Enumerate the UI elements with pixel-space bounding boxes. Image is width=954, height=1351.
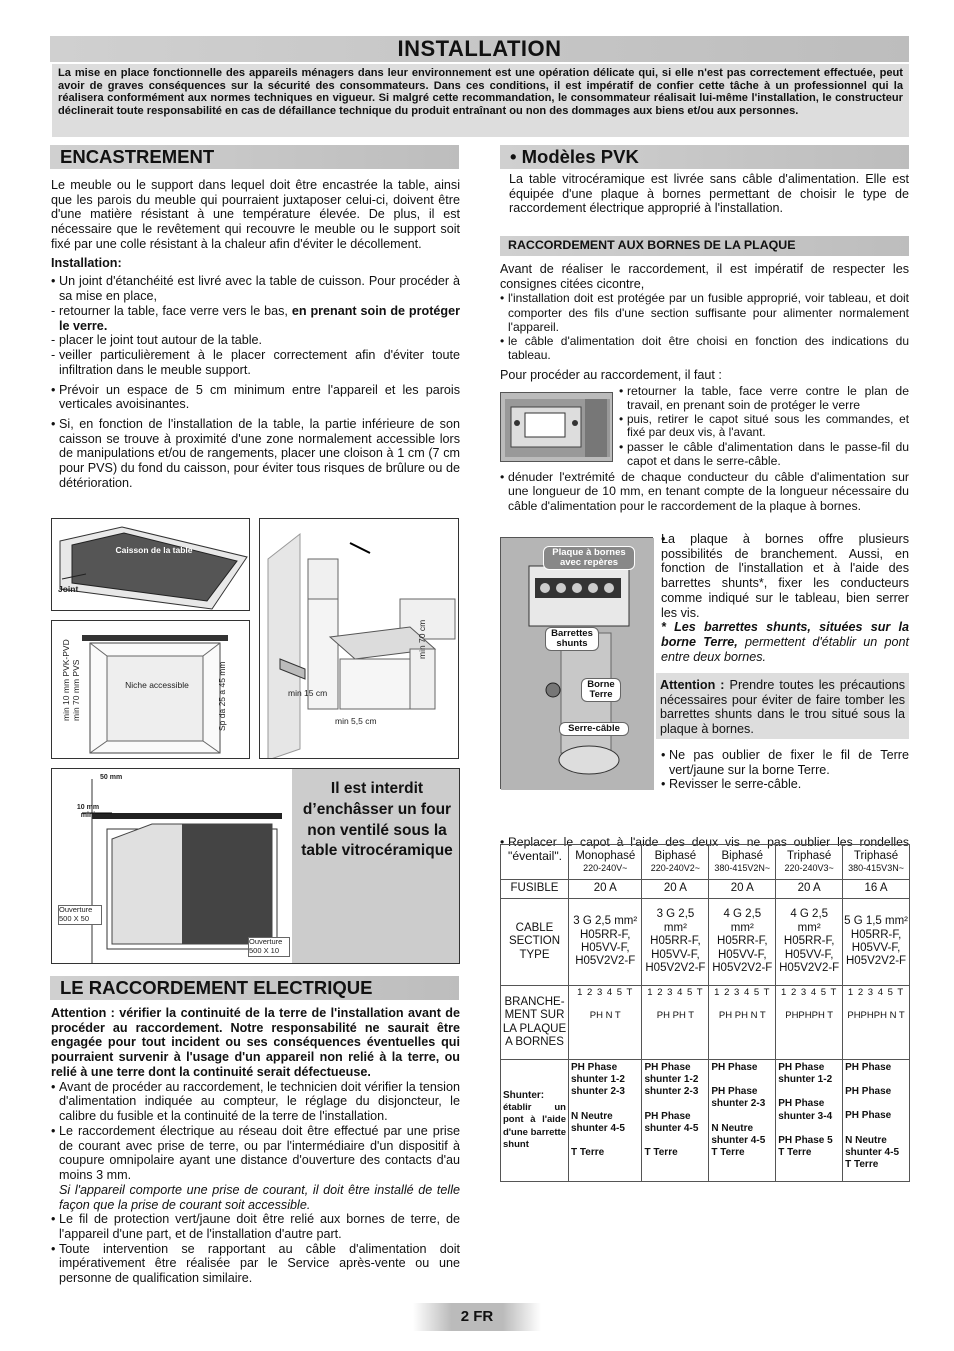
- figure-oven-warning: [51, 768, 460, 964]
- col-header-0: [569, 845, 642, 880]
- pvk-steps-b: [619, 384, 909, 469]
- legend-4-2: PH Phase: [845, 1086, 892, 1098]
- pvk-s5-text: La plaque à bornes offre plusieurs possibilités de branchement. Aussi, en fonction de l'installation et à l'aide des barrettes shunts*, fixer les conducteurs comme indiqué sur le tableau, bien serrer les vis.: [661, 532, 909, 620]
- raccordement-attention: Attention : vérifier la continuité de la terre de l'installation avant de procéder au raccordement. Notre responsabilité ne saurait être engagée pour tout incident ou ses conséquences éventuelles qui pourraient survenir à l'usage d'un appareil non relié à la terre, ou relié à une terre dont la continuité serait défectueuse.: [51, 1006, 460, 1079]
- row-label-fusible: FUSIBLE: [501, 880, 569, 899]
- pvk-steps-a: [500, 262, 909, 382]
- legend-3-0: PH Phase: [778, 1062, 825, 1073]
- capot-drawing: [501, 393, 614, 463]
- legend-2-2: PH Phase: [711, 1086, 758, 1098]
- legend-1-2: shunter 2-3: [644, 1086, 699, 1098]
- legend-3: [776, 1060, 843, 1182]
- pvk-s8: • Replacer le capot à l'aide des deux vis ne pas oublier les rondelles "éventail".: [500, 835, 909, 864]
- legend-0-5: shunter 4-5: [571, 1122, 625, 1134]
- bullet-joint: • Un joint d'étanchéité est livré avec la table de cuisson. Pour procéder à sa mise en place,: [51, 274, 460, 303]
- legend-0-1: shunter 1-2: [571, 1074, 625, 1086]
- dash-retourner-text: retourner la table, face verre vers le bas,: [59, 303, 288, 318]
- table-row-fusible: [501, 880, 910, 899]
- pvk-note-bold: * Les barrettes shunts, situées sur la borne Terre,: [661, 620, 909, 650]
- legend-1-5: shunter 4-5: [644, 1122, 699, 1134]
- table-corner: [501, 845, 569, 880]
- legend-2-6: shunter 4-5: [711, 1134, 766, 1146]
- terminals-2: 1 2 3 4 5 T: [714, 987, 771, 998]
- raccordement-b4: • Toute intervention se rapportant au câble d'alimentation doit impérativement être réalisée par le Service après-vente ou une personne de qualification similaire.: [51, 1242, 460, 1286]
- min70-label: min 70 cm: [417, 619, 427, 659]
- raccordement-heading: LE RACCORDEMENT ELECTRIQUE: [50, 976, 459, 1000]
- terminals-4: 1 2 3 4 5 T: [847, 987, 905, 998]
- oven-warning-text: Il est interdit d’enchâsser un four non ventilé sous la table vitrocéramique: [301, 780, 453, 860]
- dash-retourner-bold: en prenant soin de protéger le verre.: [59, 303, 460, 333]
- legend-3-6: PH Phase 5: [778, 1134, 833, 1146]
- pvk-heading: • Modèles PVK: [500, 145, 909, 169]
- bornes-subheading: RACCORDEMENT AUX BORNES DE LA PLAQUE: [500, 236, 909, 256]
- raccordement-b3: • Le fil de protection vert/jaune doit être relié aux bornes de terre, de l'appareil d'une part, et de l'installation d'autre part.: [51, 1212, 460, 1241]
- shunter-desc: établir un pont à l'aide d'une barrette shunt: [503, 1102, 566, 1150]
- encastrement-heading: ENCASTREMENT: [50, 145, 459, 169]
- legend-4-4: PH Phase: [845, 1110, 892, 1122]
- wiring-1: [642, 986, 709, 1060]
- legend-1: [642, 1060, 709, 1182]
- mm10-label: 10 mm mini: [76, 804, 100, 820]
- page-title: INSTALLATION: [50, 36, 909, 62]
- page-number: 2 FR: [413, 1303, 541, 1331]
- figure-caisson: [51, 518, 250, 611]
- pvk-p2: Pour procéder au raccordement, il faut :: [500, 367, 722, 382]
- cable-2: 4 G 2,5 mm² H05RR-F, H05VV-F, H05V2V2-F: [709, 899, 776, 986]
- sp-label: Sp da 25 a 45 mm: [217, 661, 227, 731]
- cable-1: 3 G 2,5 mm² H05RR-F, H05VV-F, H05V2V2-F: [642, 899, 709, 986]
- fuse-3: 20 A: [776, 880, 843, 899]
- legend-1-0: PH Phase: [644, 1062, 691, 1073]
- col-name-0: Monophasé: [575, 850, 636, 863]
- photo-plaque: [500, 537, 653, 789]
- min15-label: min 15 cm: [288, 688, 328, 698]
- figure-niche: [51, 620, 250, 759]
- pvk-note-italic: permettent d'établir un pont entre deux bornes.: [661, 635, 909, 664]
- oven-drawing-area: [52, 769, 292, 964]
- cable-4: 5 G 1,5 mm² H05RR-F, H05VV-F, H05V2V2-F: [843, 899, 910, 986]
- legend-2-7: T Terre: [711, 1147, 745, 1159]
- pvk-steps-d: [661, 748, 909, 792]
- pvk-p1: Avant de réaliser le raccordement, il est impératif de respecter les consignes citées cicontre,: [500, 262, 909, 291]
- pvk-s7: • Revisser le serre-câble.: [661, 777, 909, 792]
- fuse-4: 16 A: [843, 880, 910, 899]
- mm50-label: 50 mm: [100, 774, 123, 781]
- row-label-branchement: BRANCHE-MENT SUR LA PLAQUE A BORNES: [501, 986, 569, 1060]
- wiring-2: [709, 986, 776, 1060]
- ouverture-2-label: Ouverture 500 X 10: [248, 937, 290, 957]
- raccordement-b2-italic: Si l'appareil comporte une prise de courant, il doit être installé de telle façon que la prise de courant soit accessible.: [59, 1182, 460, 1212]
- legend-4-1: [845, 1074, 907, 1086]
- serre-cable-label: Serre-câble: [559, 722, 629, 736]
- legend-2-3: shunter 2-3: [711, 1098, 766, 1110]
- legend-1-1: shunter 1-2: [644, 1074, 699, 1086]
- pvk-steps-c: [661, 532, 909, 665]
- wiring-text-4: PHPHPH N T: [847, 1010, 905, 1022]
- col-volt-4: 380-415V3N~: [848, 863, 904, 874]
- legend-2: [709, 1060, 776, 1182]
- legend-3-5: [778, 1123, 840, 1135]
- pvk-b1: • l'installation doit est protégée par un fusible approprié, voir tableau, et doit comporter des fils d'une section suffisante pour alimenter normalement l'appareil.: [500, 291, 909, 333]
- plaque-drawing: [501, 538, 654, 790]
- min55-label: min 5,5 cm: [335, 716, 377, 726]
- fuse-1: 20 A: [642, 880, 709, 899]
- col-header-3: [776, 845, 843, 880]
- legend-4-0: PH Phase: [845, 1062, 892, 1073]
- min-pvk-label: min 10 mm PVK-PVD: [61, 639, 71, 721]
- dash-veiller: - veiller particulièrement à le placer correctement afin d'éviter toute infiltration dans le meuble support.: [51, 348, 460, 377]
- spec-table: [500, 844, 910, 1182]
- fuse-0: 20 A: [569, 880, 642, 899]
- legend-1-6: [644, 1135, 706, 1147]
- photo-capot: [500, 392, 613, 462]
- legend-4-7: T Terre: [845, 1159, 879, 1171]
- bullet-espace: • Prévoir un espace de 5 cm minimum entre l'appareil et les parois verticales avoisinantes.: [51, 383, 460, 412]
- figure-kitchen: [259, 518, 459, 759]
- pvk-s6: • Ne pas oublier de fixer le fil de Terre vert/jaune sur la borne Terre.: [661, 748, 909, 777]
- pvk-b2: • le câble d'alimentation doit être choisi en fonction des indications du tableau.: [500, 334, 909, 362]
- dash-retourner: [51, 304, 460, 333]
- col-name-2: Biphasé: [721, 850, 764, 863]
- raccordement-b1: • Avant de procéder au raccordement, le technicien doit vérifier la tension d'alimentation indiquée au compteur, le réglage du disjoncteur, le calibre du fusible et la continuité de la terre de l'installation.: [51, 1080, 460, 1124]
- barrettes-label: Barrettes shunts: [545, 627, 599, 651]
- installation-label: Installation:: [51, 255, 122, 270]
- legend-2-5: N Neutre: [711, 1122, 754, 1134]
- legend-1-3: [644, 1099, 706, 1111]
- spec-table-wrap: [500, 844, 910, 1182]
- ouverture-1-label: Ouverture 500 X 50: [58, 905, 102, 925]
- intro-warning: La mise en place fonctionnelle des appareils ménagers dans leur environnement est une opération délicate qui, si elle n'est pas correctement effectuée, peut avoir de graves conséquences sur la sécurité des consommateurs. Dans ces conditions, il est impératif de confier cette tâche à un professionnel qui la réalisera conformément aux normes techniques en vigueur. Si malgré cette recommandation, le consommateur réalisait lui-même l'installation, le constructeur déclinerait toute responsabilité en cas de défaillance technique du produit entraînant ou non des dommages aux biens et/ou aux personnes.: [52, 64, 909, 137]
- encastrement-para: Le meuble ou le support dans lequel doit être encastrée la table, ainsi que les parois du meuble qui pourraient juxtaposer celui-ci, doivent être d'une matière résistant à une température élevée. De plus, il est nécessaire que le revêtement qui recouvre le meuble ou le support soit fixé par une colle résistant à la chaleur afin d'éviter le décollement.: [51, 178, 460, 251]
- wiring-4: [843, 986, 910, 1060]
- table-row-legend: [501, 1060, 910, 1182]
- joint-label: Joint: [58, 584, 79, 594]
- terminals-0: 1 2 3 4 5 T: [577, 987, 634, 998]
- legend-0-0: PH Phase: [571, 1062, 618, 1073]
- table-row-branchement: [501, 986, 910, 1060]
- borne-terre-label: Borne Terre: [581, 678, 621, 702]
- legend-0-3: [571, 1099, 639, 1111]
- col-volt-2: 380-415V2N~: [714, 863, 771, 874]
- caisson-drawing: [52, 519, 250, 611]
- legend-0-4: N Neutre: [571, 1110, 613, 1122]
- wiring-text-0: PH N T: [589, 1010, 621, 1022]
- pvk-s3: • passer le câble d'alimentation dans le passe-fil du capot et dans le serre-câble.: [619, 440, 909, 469]
- pvk-s1: • retourner la table, face verre contre le plan de travail, en prenant soin de protéger le verre: [619, 384, 909, 413]
- wiring-text-2: PH PH N T: [718, 1010, 766, 1022]
- col-header-4: [843, 845, 910, 880]
- pvk-s4: • dénuder l'extrémité de chaque conducteur du câble d'alimentation sur une longueur de 10 mm, en tenant compte de la longueur nécessaire du câble d'alimentation pour le raccordement de la plaque à bornes.: [500, 470, 909, 513]
- attention-box: [656, 673, 909, 739]
- niche-label: Niche accessible: [125, 680, 189, 690]
- pvk-s2: • puis, retirer le capot situé sous les commandes, et fixé par deux vis, à l'avant.: [619, 413, 909, 441]
- col-header-2: [709, 845, 776, 880]
- legend-3-3: PH Phase: [778, 1098, 825, 1110]
- legend-3-4: shunter 3-4: [778, 1110, 833, 1122]
- legend-4-6: N Neutre shunter 4-5: [845, 1134, 900, 1158]
- legend-0-6: [571, 1135, 639, 1147]
- col-volt-1: 220-240V2~: [650, 863, 701, 874]
- legend-2-1: [711, 1074, 773, 1086]
- legend-2-4: [711, 1111, 773, 1123]
- pvk-s5: [661, 532, 909, 620]
- row-label-cable: CABLE SECTION TYPE: [501, 899, 569, 986]
- caisson-label: Caisson de la table: [115, 545, 193, 555]
- fuse-2: 20 A: [709, 880, 776, 899]
- legend-2-0: PH Phase: [711, 1062, 758, 1073]
- raccordement-b2: • Le raccordement électrique au réseau doit être effectué par une prise de courant avec prise de terre, ou par l'intermédiaire d'un dispositif à coupure omnipolaire ayant une distance d'ouverture des contacts d'au moins 3 mm.: [51, 1124, 460, 1183]
- bullet-cloison: • Si, en fonction de l'installation de la table, la partie inférieure de son caisson se trouve à proximité d'une zone normalement accessible lors de manipulations et/ou de rangements, placer une cloison à 1 cm (7 cm pour PVS) du fond du caisson, pour éviter tous risques de brûlure ou de détérioration.: [51, 417, 460, 491]
- legend-3-1: shunter 1-2: [778, 1074, 833, 1086]
- wiring-0: [569, 986, 642, 1060]
- legend-3-2: [778, 1086, 840, 1098]
- col-volt-3: 220-240V3~: [784, 863, 834, 874]
- shunter-cell: [501, 1060, 569, 1182]
- legend-0-2: shunter 2-3: [571, 1086, 625, 1098]
- legend-4-3: [845, 1098, 907, 1110]
- col-name-1: Biphasé: [654, 850, 697, 863]
- shunter-label: Shunter:: [503, 1089, 545, 1101]
- pvk-note: [661, 620, 909, 664]
- cable-0: 3 G 2,5 mm² H05RR-F, H05VV-F, H05V2V2-F: [569, 899, 642, 986]
- wiring-text-1: PH PH T: [656, 1010, 695, 1022]
- min-pvs-label: min 70 mm PVS: [71, 659, 81, 721]
- plaque-label: Plaque à bornes avec repères: [543, 546, 635, 570]
- oven-drawing: [52, 769, 292, 964]
- legend-4-5: [845, 1123, 907, 1135]
- legend-4: [843, 1060, 910, 1182]
- legend-0: [569, 1060, 642, 1182]
- cable-3: 4 G 2,5 mm² H05RR-F, H05VV-F, H05V2V2-F: [776, 899, 843, 986]
- legend-3-7: T Terre: [778, 1147, 812, 1159]
- encastrement-text: [51, 178, 460, 491]
- dash-placer: - placer le joint tout autour de la table.: [51, 333, 460, 348]
- col-header-1: [642, 845, 709, 880]
- attention-box-label: Attention :: [660, 678, 725, 692]
- col-name-4: Triphasé: [853, 850, 899, 863]
- terminals-1: 1 2 3 4 5 T: [647, 987, 704, 998]
- pvk-para: La table vitrocéramique est livrée sans câble d'alimentation. Elle est équipée d'une plaque à bornes permettant de choisir le type de raccordement électrique approprié à l'installation.: [509, 172, 909, 216]
- legend-0-7: T Terre: [571, 1147, 605, 1159]
- attention-box-text: Prendre toutes les précautions nécessaires pour éviter de faire tomber les barrettes shunts dans le trou situé sous la plaque à bornes.: [660, 678, 905, 737]
- legend-1-7: T Terre: [644, 1147, 678, 1159]
- col-name-3: Triphasé: [787, 850, 832, 863]
- wiring-3: [776, 986, 843, 1060]
- legend-1-4: PH Phase: [644, 1110, 691, 1122]
- raccordement-text: [51, 1006, 460, 1286]
- terminals-3: 1 2 3 4 5 T: [781, 987, 838, 998]
- wiring-text-3: PHPHPH T: [785, 1010, 834, 1022]
- table-row-cable: [501, 899, 910, 986]
- table-row-header: [501, 845, 910, 880]
- col-volt-0: 220-240V~: [583, 863, 628, 874]
